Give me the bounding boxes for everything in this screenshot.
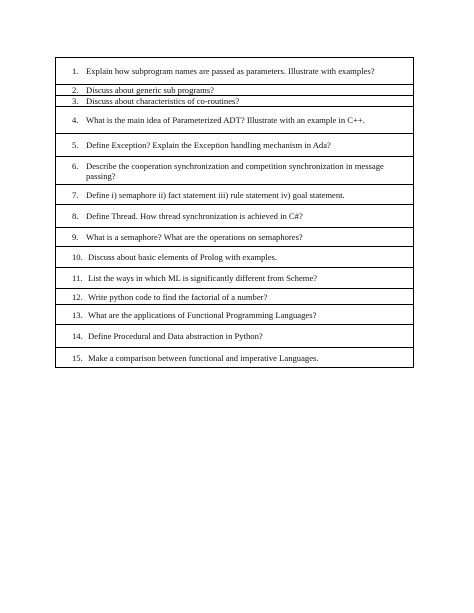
- question-cell: [56, 58, 414, 85]
- question-text: What are the applications of Functional Programming Languages?: [88, 309, 317, 320]
- question-number: 9.: [72, 232, 79, 242]
- table-row: [56, 134, 414, 157]
- question-number: 13.: [72, 309, 83, 320]
- question-number: 4.: [72, 115, 79, 125]
- table-row: [56, 96, 414, 107]
- question-cell: [56, 247, 414, 268]
- question-text: Define i) semaphore ii) fact statement iii) rule statement iv) goal statement.: [86, 189, 345, 200]
- question-cell: [56, 268, 414, 289]
- question-number: 8.: [72, 211, 79, 221]
- question-text: Describe the cooperation synchronization and competition synchronization in message passing?: [86, 160, 384, 181]
- question-number: 5.: [72, 140, 79, 150]
- question-text: What is a semaphore? What are the operations on semaphores?: [86, 232, 303, 242]
- question-number: 1.: [72, 66, 79, 76]
- question-cell: [56, 96, 414, 107]
- question-number: 3.: [72, 96, 79, 106]
- question-cell: [56, 289, 414, 305]
- table-row: [56, 247, 414, 268]
- table-row: [56, 107, 414, 134]
- table-row: [56, 205, 414, 228]
- question-number: 6.: [72, 160, 79, 171]
- question-text: Define Exception? Explain the Exception handling mechanism in Ada?: [86, 140, 331, 150]
- question-number: 14.: [72, 331, 83, 341]
- table-row: [56, 228, 414, 247]
- table-row: [56, 268, 414, 289]
- question-text: Define Procedural and Data abstraction in Python?: [88, 331, 263, 341]
- question-cell: [56, 205, 414, 228]
- table-row: [56, 348, 414, 368]
- question-cell: [56, 325, 414, 348]
- question-number: 7.: [72, 189, 79, 200]
- question-text: Discuss about characteristics of co-routines?: [86, 96, 240, 106]
- question-text: Explain how subprogram names are passed as parameters. Illustrate with examples?: [86, 66, 375, 76]
- question-text: Discuss about basic elements of Prolog with examples.: [88, 252, 278, 262]
- question-text: List the ways in which ML is significantly different from Scheme?: [88, 273, 318, 283]
- question-text: What is the main idea of Parameterized ADT? Illustrate with an example in C++.: [86, 115, 365, 125]
- question-number: 15.: [72, 352, 83, 363]
- question-cell: [56, 348, 414, 368]
- questions-table: [55, 57, 414, 368]
- question-cell: [56, 305, 414, 325]
- table-row: [56, 325, 414, 348]
- table-row: [56, 157, 414, 185]
- table-row: [56, 58, 414, 85]
- question-number: 12.: [72, 291, 83, 302]
- question-cell: [56, 85, 414, 96]
- question-cell: [56, 157, 414, 185]
- table-row: [56, 85, 414, 96]
- question-text: Make a comparison between functional and imperative Languages.: [88, 352, 319, 363]
- table-row: [56, 289, 414, 305]
- question-number: 10.: [72, 252, 83, 262]
- table-row: [56, 185, 414, 205]
- question-text: Discuss about generic sub programs?: [86, 85, 214, 95]
- question-cell: [56, 134, 414, 157]
- question-number: 11.: [72, 273, 83, 283]
- question-number: 2.: [72, 85, 79, 95]
- question-text: Write python code to find the factorial of a number?: [88, 291, 268, 302]
- question-text: Define Thread. How thread synchronization is achieved in C#?: [86, 211, 303, 221]
- question-cell: [56, 107, 414, 134]
- question-cell: [56, 228, 414, 247]
- question-cell: [56, 185, 414, 205]
- table-row: [56, 305, 414, 325]
